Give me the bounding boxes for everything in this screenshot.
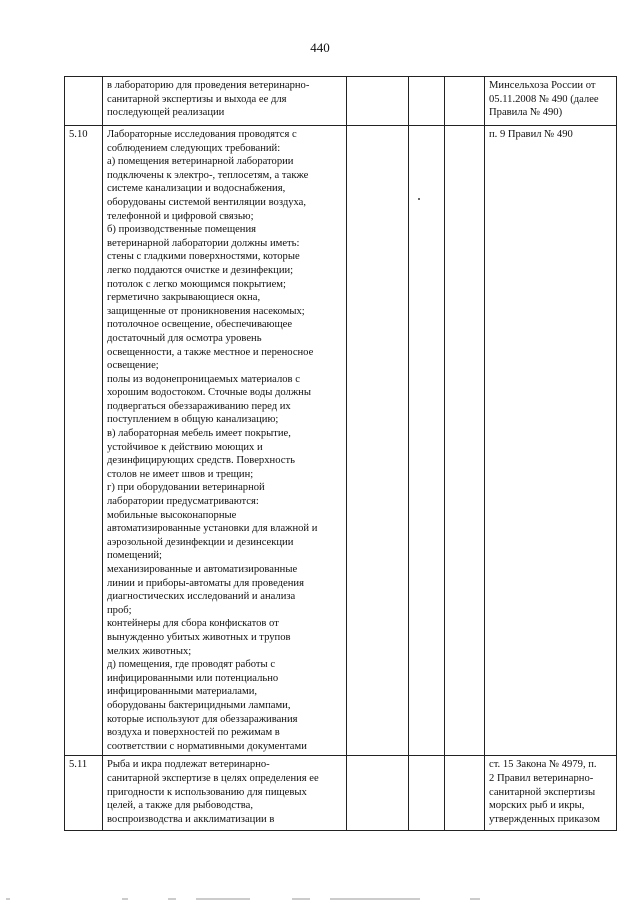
text-line: санитарной экспертизы и выхода ее для	[107, 93, 287, 105]
text-line: инфицированными материалами,	[107, 686, 258, 698]
text-line: воспроизводства и акклиматизации в	[107, 813, 275, 825]
text-line: г) при оборудовании ветеринарной	[107, 482, 265, 494]
text-line: полы из водонепроницаемых материалов с	[107, 373, 300, 385]
text-line: помещений;	[107, 550, 162, 562]
text-line: п. 9 Правил № 490	[489, 129, 573, 140]
text-line: механизированные и автоматизированные	[107, 564, 298, 575]
text-line: достаточный для осмотра уровень	[107, 332, 262, 344]
text-line: мобильные высоконапорные	[107, 509, 237, 521]
text-line: воздуха и поверхностей по режимам в	[107, 727, 280, 739]
text-line: поступлением в общую канализацию;	[107, 414, 279, 426]
text-line: устойчивое к действию моющих и	[107, 441, 263, 453]
text-line: столов не имеет швов и трещин;	[107, 468, 254, 480]
table-row	[65, 77, 617, 126]
text-line: морских рыб и икры,	[489, 800, 585, 812]
text-line: линии и приборы-автоматы для проведения	[107, 577, 304, 589]
row-number: 5.10	[65, 126, 103, 756]
text-line: аэрозольной дезинфекции и дезинсекции	[107, 536, 294, 548]
requirement-text	[103, 126, 347, 756]
empty-cell	[445, 126, 485, 756]
text-line: оборудованы системой вентиляции воздуха,	[107, 196, 307, 208]
empty-cell	[347, 756, 409, 831]
empty-cell	[347, 77, 409, 126]
text-line: в) лабораторная мебель имеет покрытие,	[107, 428, 291, 440]
scan-footer-marks	[0, 897, 640, 901]
empty-cell	[409, 77, 445, 126]
text-line: автоматизированные установки для влажной и	[107, 523, 318, 535]
text-line: стены с гладкими поверхностями, которые	[107, 251, 300, 263]
text-line: диагностических исследований и анализа	[107, 591, 296, 603]
text-line: а) помещения ветеринарной лаборатории	[107, 156, 294, 168]
text-line: мелких животных;	[107, 645, 192, 657]
text-line: 05.11.2008 № 490 (далее	[489, 93, 599, 105]
text-line: подключены к электро-, теплосетям, а также	[107, 169, 309, 181]
text-line: дезинфицирующих средств. Поверхность	[107, 455, 295, 467]
text-line: соблюдением следующих требований:	[107, 142, 281, 154]
text-line: ст. 15 Закона № 4979, п.	[489, 759, 597, 771]
text-line: лаборатории предусматриваются:	[107, 496, 259, 508]
text-line: пригодности к использованию для пищевых	[107, 786, 307, 798]
text-line: последующей реализации	[107, 107, 225, 119]
text-line: целей, а также для рыбоводства,	[107, 800, 253, 812]
legal-basis	[485, 756, 617, 831]
text-line: освещение;	[107, 360, 159, 372]
empty-cell	[409, 126, 445, 756]
text-line: герметично закрывающиеся окна,	[107, 292, 261, 304]
text-line: освещенности, а также местное и переносное	[107, 346, 314, 358]
requirement-text	[103, 756, 347, 831]
page-number: 440	[310, 40, 330, 55]
empty-cell	[445, 77, 485, 126]
text-line: в лабораторию для проведения ветеринарно-	[107, 80, 310, 91]
text-line: защищенные от проникновения насекомых;	[107, 305, 305, 317]
text-line: д) помещения, где проводят работы с	[107, 659, 276, 671]
text-line: 2 Правил ветеринарно-	[489, 772, 594, 784]
text-line: телефонной и цифровой связью;	[107, 210, 254, 222]
text-line: контейнеры для сбора конфискатов от	[107, 618, 279, 630]
text-line: легко поддаются очистке и дезинфекции;	[107, 264, 294, 276]
text-line: вынужденно убитых животных и трупов	[107, 631, 291, 643]
row-number: 5.11	[65, 756, 103, 831]
legal-basis	[485, 126, 617, 756]
text-line: б) производственные помещения	[107, 224, 257, 236]
text-line: соответствии с нормативными документами	[107, 740, 307, 752]
scan-speck	[418, 198, 420, 200]
text-line: системе канализации и водоснабжения,	[107, 183, 286, 195]
text-line: утвержденных приказом	[489, 813, 600, 825]
text-line: которые используют для обеззараживания	[107, 713, 298, 725]
text-line: санитарной экспертизе в целях определения ее	[107, 772, 319, 784]
requirements-table	[64, 76, 617, 831]
table-row	[65, 126, 617, 756]
text-line: Рыба и икра подлежат ветеринарно-	[107, 759, 270, 771]
text-line: оборудованы бактерицидными лампами,	[107, 699, 291, 711]
text-line: ветеринарной лаборатории должны иметь:	[107, 237, 300, 249]
text-line: Правила № 490)	[489, 107, 563, 119]
text-line: проб;	[107, 604, 132, 616]
legal-basis	[485, 77, 617, 126]
table-row	[65, 756, 617, 831]
text-line: Лабораторные исследования проводятся с	[107, 129, 297, 140]
requirement-text	[103, 77, 347, 126]
text-line: подвергаться обеззараживанию перед их	[107, 400, 291, 412]
text-line: потолок с легко моющимся покрытием;	[107, 278, 286, 290]
empty-cell	[409, 756, 445, 831]
text-line: потолочное освещение, обеспечивающее	[107, 319, 293, 331]
empty-cell	[445, 756, 485, 831]
text-line: хорошим водостоком. Сточные воды должны	[107, 387, 311, 399]
row-number	[65, 77, 103, 126]
empty-cell	[347, 126, 409, 756]
text-line: Минсельхоза России от	[489, 80, 596, 91]
text-line: санитарной экспертизы	[489, 786, 596, 798]
text-line: инфицированными или потенциально	[107, 672, 279, 684]
